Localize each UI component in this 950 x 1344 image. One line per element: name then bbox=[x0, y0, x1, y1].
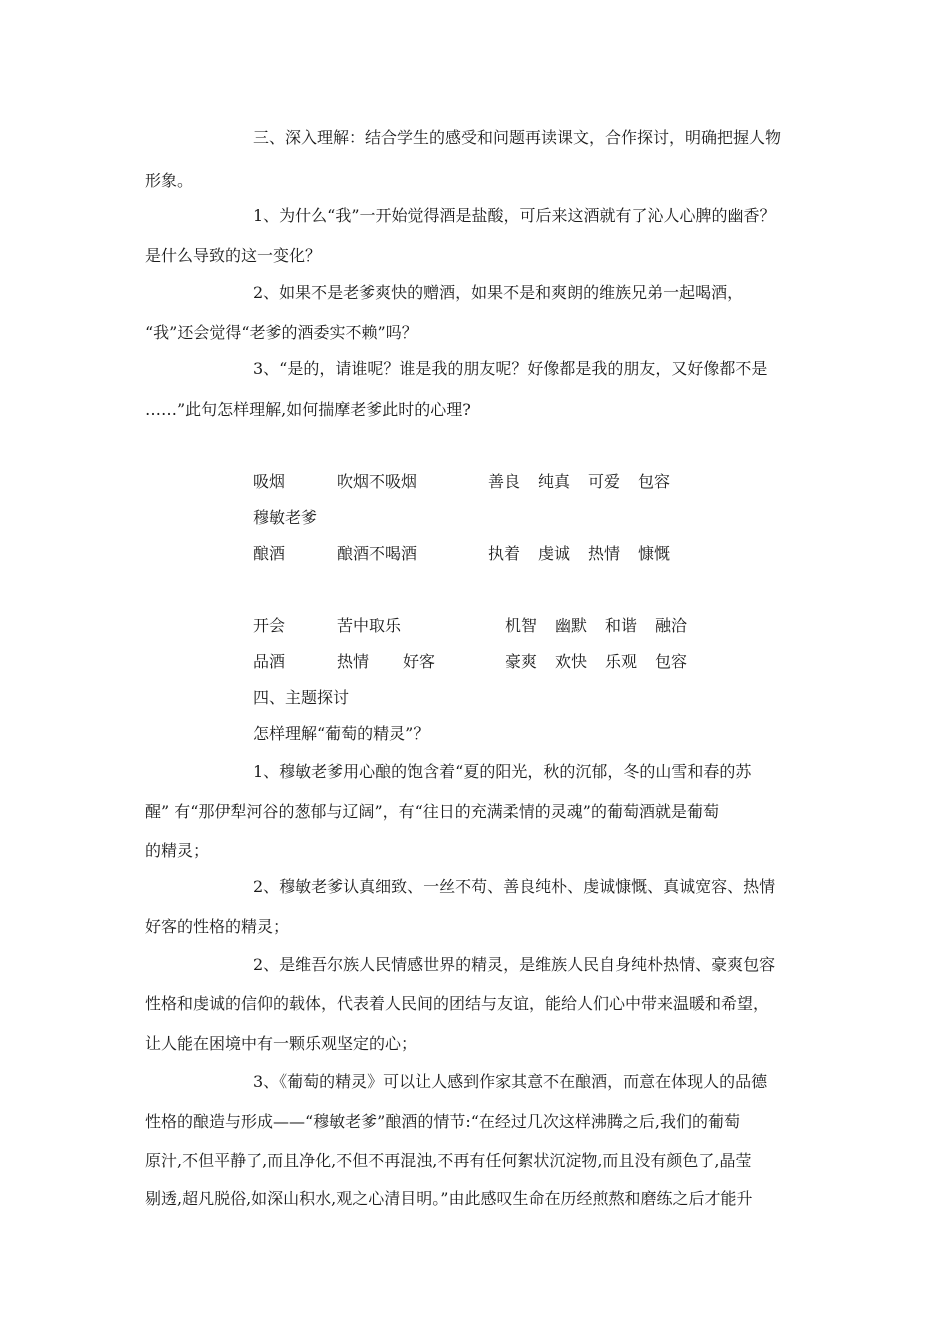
section4-heading: 四、主题探讨 bbox=[253, 688, 350, 707]
point1-line3: 的精灵； bbox=[145, 841, 210, 860]
board-g1-r1-action: 吸烟 bbox=[253, 472, 286, 491]
board-g2-r2-action: 品酒 bbox=[253, 652, 286, 671]
point3-line2: 性格和虔诚的信仰的载体，代表着人民间的团结与友谊，能给人们心中带来温暖和希望， bbox=[145, 994, 770, 1013]
point3-line1: 2、是维吾尔族人民情感世界的精灵，是维族人民自身纯朴热情、豪爽包容 bbox=[253, 955, 776, 974]
point4-line4: 剔透,超凡脱俗,如深山积水,观之心清目明。”由此感叹生命在历经煎熬和磨练之后才能升 bbox=[145, 1189, 753, 1208]
board-g1-r2-trait: 执着 bbox=[488, 544, 521, 563]
board-g1-r1-trait: 纯真 bbox=[538, 472, 571, 491]
board-g1-r2-trait: 虔诚 bbox=[538, 544, 571, 563]
board-g1-r1-trait: 可爱 bbox=[588, 472, 621, 491]
board-g2-r1-trait: 融洽 bbox=[655, 616, 688, 635]
board-g1-center: 穆敏老爹 bbox=[253, 508, 318, 527]
point2-line1: 2、穆敏老爹认真细致、一丝不苟、善良纯朴、虔诚慷慨、真诚宽容、热情 bbox=[253, 877, 776, 896]
board-g2-r2-trait: 乐观 bbox=[605, 652, 638, 671]
board-g1-r2-trait: 热情 bbox=[588, 544, 621, 563]
question1-line1: 1、为什么“我”一开始觉得酒是盐酸，可后来这酒就有了沁人心脾的幽香？ bbox=[253, 206, 776, 225]
point4-line1: 3、《葡萄的精灵》可以让人感到作家其意不在酿酒，而意在体现人的品德 bbox=[253, 1072, 768, 1091]
board-g2-r2-trait: 包容 bbox=[655, 652, 688, 671]
question1-line2: 是什么导致的这一变化？ bbox=[145, 246, 322, 265]
board-g1-r1-detail: 吹烟不吸烟 bbox=[337, 472, 418, 491]
board-g2-r1-trait: 幽默 bbox=[555, 616, 588, 635]
question3-line1: 3、“是的，请谁呢？谁是我的朋友呢？好像都是我的朋友，又好像都不是 bbox=[253, 359, 768, 378]
board-g2-r2-trait: 欢快 bbox=[555, 652, 588, 671]
board-g1-r2-trait: 慷慨 bbox=[638, 544, 671, 563]
point2-line2: 好客的性格的精灵； bbox=[145, 917, 290, 936]
section3-heading-line2: 形象。 bbox=[145, 171, 194, 190]
point1-line2: 醒” 有“那伊犁河谷的葱郁与辽阔”，有“往日的充满柔情的灵魂”的葡萄酒就是葡萄 bbox=[145, 802, 719, 821]
board-g1-r2-detail: 酿酒不喝酒 bbox=[337, 544, 418, 563]
board-g2-r2-detail2: 好客 bbox=[403, 652, 436, 671]
board-g1-r1-trait: 包容 bbox=[638, 472, 671, 491]
section3-heading-line1: 三、深入理解：结合学生的感受和问题再读课文，合作探讨，明确把握人物 bbox=[253, 128, 782, 147]
board-g2-r1-trait: 和谐 bbox=[605, 616, 638, 635]
board-g1-r1-trait: 善良 bbox=[488, 472, 521, 491]
point4-line2: 性格的酿造与形成——“穆敏老爹”酿酒的情节:“在经过几次这样沸腾之后,我们的葡萄 bbox=[145, 1112, 741, 1131]
board-g2-r1-detail: 苦中取乐 bbox=[337, 616, 402, 635]
point4-line3: 原汁,不但平静了,而且净化,不但不再混浊,不再有任何絮状沉淀物,而且没有颜色了,晶莹 bbox=[145, 1151, 752, 1170]
section4-question: 怎样理解“葡萄的精灵”？ bbox=[253, 724, 430, 743]
board-g2-r2-trait: 豪爽 bbox=[505, 652, 538, 671]
point3-line3: 让人能在困境中有一颗乐观坚定的心； bbox=[145, 1034, 418, 1053]
question3-line2: ……”此句怎样理解,如何揣摩老爹此时的心理? bbox=[145, 400, 471, 419]
board-g1-r2-action: 酿酒 bbox=[253, 544, 286, 563]
board-g2-r1-action: 开会 bbox=[253, 616, 286, 635]
question2-line1: 2、如果不是老爹爽快的赠酒，如果不是和爽朗的维族兄弟一起喝酒， bbox=[253, 283, 744, 302]
question2-line2: “我”还会觉得“老爹的酒委实不赖”吗？ bbox=[145, 323, 418, 342]
board-g2-r1-trait: 机智 bbox=[505, 616, 538, 635]
board-g2-r2-detail: 热情 bbox=[337, 652, 370, 671]
point1-line1: 1、穆敏老爹用心酿的饱含着“夏的阳光，秋的沉郁，冬的山雪和春的苏 bbox=[253, 762, 752, 781]
